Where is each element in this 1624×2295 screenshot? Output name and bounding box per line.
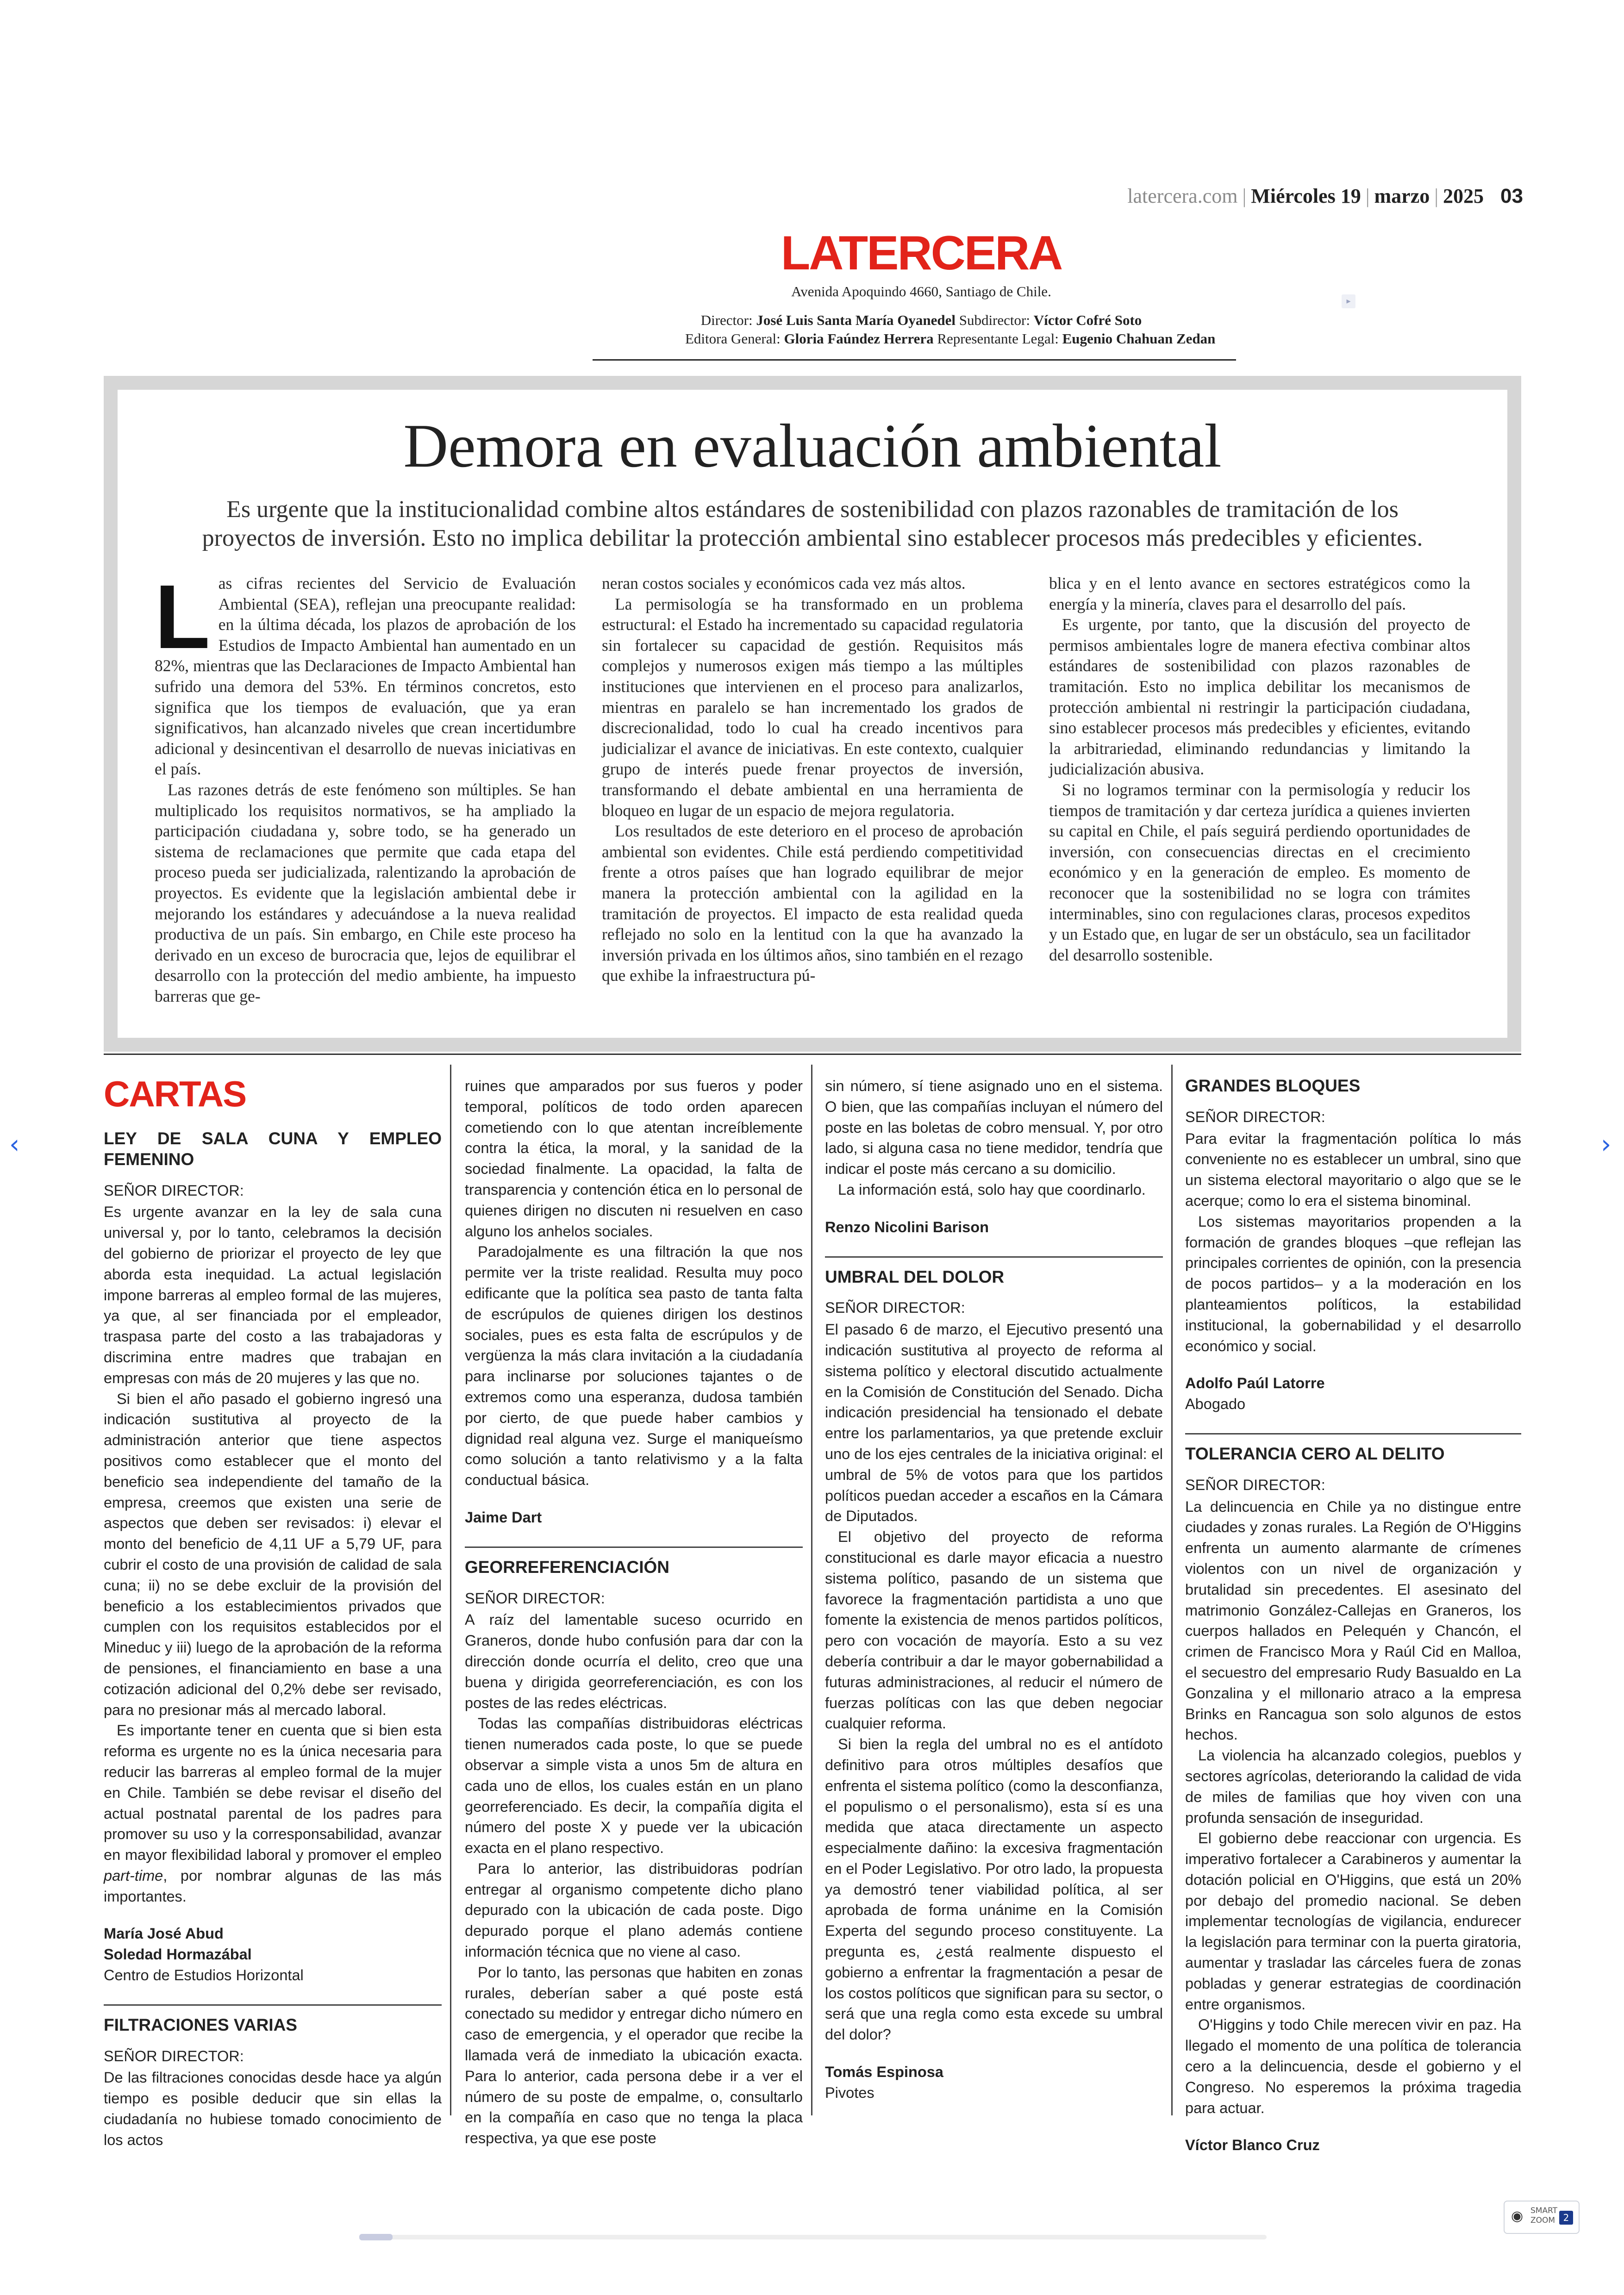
letter-title: FILTRACIONES VARIAS <box>104 2015 297 2034</box>
section-divider <box>104 1054 1521 1055</box>
letters-column-2: ruines que amparados por sus fueros y poder temporal, políticos de todo orden aparecen cometiendo con lo que atentan increíblemente contra la ética, la moral, y la sanidad de la sociedad finalmente. La opacidad, la falta de transparencia y contención ética en lo personal de quienes dirigen no discuten ni resuelven en caso alguno los anhelos sociales. Paradojalmente es una filtración la que nos permite ver la triste realidad. Resulta muy poco edificante que la política sea pasto de tanta falta de escrúpulos de quienes dirigen los destinos sociales, pues es esta falta de escrúpulos y de vergüenza la más clara invitación a la ciudadanía para inclinarse por soluciones tajantes o de extremos como una esperanza, dudosa también por cierto, de que puede haber cambios y dignidad real alguna vez. Surge el maniqueísmo como solución a tanto relativismo y a la falta conductual básica. Jaime Dart GEORREFERENCIACIÓN SEÑOR DIRECTOR: A raíz del lamentable suceso ocurrido en Graneros, donde hubo confusión para dar con la dirección donde ocurría el delito, creo que una buena y dirigida georreferenciación, es con los postes de las redes eléctricas. Todas las compañías distribuidoras eléctricas tienen numerados cada poste, lo que se puede observar a simple vista a unos 5m de altura en cada uno de ellos, los cuales están en un plano georreferenciado. Es decir, la compañía digita el número del poste X y puede ver la ubicación exacta en el plano respectivo. Para lo anterior, las distribuidoras podrían entregar al organismo competente dicho plano depurado con la ubicación de cada poste. Digo depurado porque el plano además contiene información técnica que no viene al caso. Por lo tanto, las personas que habiten en zonas rurales, deberían saber a qué poste está conectado su medidor y entregar dicho número en caso de emergencia, y el operador que recibe la llamada verá de inmediato la ubicación exacta. Para lo anterior, cada persona debe ir a ver el número de su poste de empalme, o, consultarlo en la compañía en caso que no tenga la placa respectiva, ya que ese poste <box>465 1078 803 2147</box>
subdirector-name: Víctor Cofré Soto <box>1033 312 1142 328</box>
letter-divider <box>104 2004 442 2006</box>
letter-salutation: SEÑOR DIRECTOR: <box>1185 1476 1325 1493</box>
zoom-level-badge: 2 <box>1559 2211 1573 2225</box>
letter-affiliation: Centro de Estudios Horizontal <box>104 1967 304 1984</box>
page-scroll-thumb[interactable] <box>359 2234 393 2240</box>
newspaper-logo: LATERCERA <box>781 226 1062 280</box>
date-weekday: Miércoles 19 <box>1251 185 1361 207</box>
letters-column-1: LEY DE SALA CUNA Y EMPLEO FEMENINO SEÑOR DIRECTOR: Es urgente avanzar en la ley de sala cuna universal y, por lo tanto, celebramos la decisión del gobierno de priorizar el proyecto de ley que aborda esta inequidad. La actual legislación impone barreras al empleo formal de las mujeres, ya que, al ser financiada por el empleador, traspasa parte del costo a las trabajadoras y discrimina entre madres que trabajan en empresas con más de 20 mujeres y las que no. Si bien el año pasado el gobierno ingresó una indicación sustitutiva al proyecto de la administración anterior que tiene aspectos positivos como establecer que el monto del beneficio sea independiente del tamaño de la empresa, creemos que existen una serie de aspectos que deben ser revisados: i) elevar el monto del beneficio de 4,11 UF a 5,79 UF, para cubrir el costo de una provisión de calidad de sala cuna; ii) no se debe excluir de la provisión del beneficio a los establecimientos privados que cumplen con los requisitos establecidos por el Mineduc y iii) luego de la aprobación de la reforma de pensiones, el financiamiento en base a una cotización adicional del 0,2% debe ser revisado, para no presionar más al mercado laboral. Es importante tener en cuenta que si bien esta reforma es urgente no es la única necesaria para reducir las barreras al empleo formal de la mujer en Chile. También se debe revisar el diseño del actual postnatal parental de los padres para promover su uso y la corresponsabilidad, avanzar en mayor flexibilidad laboral y promover el empleo part-time, por nombrar algunas de las más importantes. María José Abud Soledad Hormazábal Centro de Estudios Horizontal FILTRACIONES VARIAS SEÑOR DIRECTOR: De las filtraciones conocidas desde hace ya algún tiempo es posible deducir que sin ellas la ciudadanía no hubiese tomado conocimiento de los actos <box>104 1129 442 2148</box>
page-header-bar: latercera.com | Miércoles 19 | marzo | 2025 03 <box>1127 185 1523 207</box>
ad-marker-icon[interactable]: ▸ <box>1342 294 1355 308</box>
letter-signature: Víctor Blanco Cruz <box>1185 2137 1320 2154</box>
page-number: 03 <box>1500 185 1523 207</box>
masthead <box>685 226 1216 348</box>
next-page-arrow-icon[interactable]: › <box>1601 1129 1612 1160</box>
letter-salutation: SEÑOR DIRECTOR: <box>825 1299 965 1316</box>
smart-zoom-button[interactable] <box>1504 2201 1580 2234</box>
editorial-column-1: Las cifras recientes del Servicio de Evaluación Ambiental (SEA), reflejan una preocupante realidad: en la última década, los plazos de aprobación de los Estudios de Impacto Ambiental han aumentado en un 82%, mientras que las Declaraciones de Impacto Ambiental han sufrido una demora del 53%. En términos concretos, esto significa que los tiempos de evaluación, que ya eran significativos, han alcanzado niveles que crean incertidumbre adicional y desincentivan el desarrollo de nuevas iniciativas en el país. Las razones detrás de este fenómeno son múltiples. Se han multiplicado los requisitos normativos, se ha ampliado la participación ciudadana y, sobre todo, se ha generado un sistema de reclamaciones que permite que cada etapa del proceso pueda ser judicializada, ralentizando la aprobación de proyectos. Es evidente que la legislación ambiental debe ir mejorando los estándares y adecuándose a la nueva realidad productiva de un país. Sin embargo, en Chile este proceso ha derivado en un exceso de burocracia que, lejos de equilibrar el desarrollo con la protección del medio ambiente, ha impuesto barreras que ge- <box>155 566 576 1005</box>
drop-cap: L <box>155 566 210 667</box>
letter-signature: Soledad Hormazábal <box>104 1946 252 1963</box>
prev-page-arrow-icon[interactable]: ‹ <box>9 1129 20 1160</box>
letters-column-4: GRANDES BLOQUES SEÑOR DIRECTOR: Para evitar la fragmentación política lo más conveniente no es establecer un umbral, sino que un sistema electoral mayoritario o algo que se le acerque; como lo era el sistema binominal. Los sistemas mayoritarios propenden a la formación de grandes bloques –que reflejan las principales corrientes de opinión, con la presencia de pocos partidos– y a la moderación en los planteamientos políticos, la estabilidad institucional, la gobernabilidad y el desarrollo económico y social. Adolfo Paúl Latorre Abogado TOLERANCIA CERO AL DELITO SEÑOR DIRECTOR: La delincuencia en Chile ya no distingue entre ciudades y zonas rurales. La Región de O'Higgins enfrenta un aumento alarmante de crímenes violentos con un nivel de organización y brutalidad sin precedentes. El asesinato del matrimonio González-Callejas en Graneros, los cuerpos hallados en Pelequén y Chancón, el crimen de Francisco Mora y Raúl Cid en Malloa, el secuestro del empresario Rudy Basualdo en La Gonzalina y el millonario atraco a la empresa Brinks en Rancagua son solo algunos de estos hechos. La violencia ha alcanzado colegios, pueblos y sectores agrícolas, deteriorando la calidad de vida de miles de familias que hoy viven con una profunda sensación de inseguridad. El gobierno debe reaccionar con urgencia. Es imperativo fortalecer a Carabineros y aumentar la dotación policial en O'Higgins, que está un 20% por debajo del promedio nacional. Se deben implementar tecnologías de vigilancia, endurecer la legislación para terminar con la puerta giratoria, aumentar y trasladar las cárceles fuera de zonas pobladas y generar estrategias de coordinación entre organismos. O'Higgins y todo Chile merecen vivir en paz. Ha llegado el momento de una política de tolerancia cero a la delincuencia, desde el gobierno y el Congreso. No esperemos la próxima tragedia para actuar. Víctor Blanco Cruz <box>1185 1066 1521 2156</box>
letter-signature: Adolfo Paúl Latorre <box>1185 1375 1325 1392</box>
letter-signature: María José Abud <box>104 1925 224 1942</box>
masthead-address: Avenida Apoquindo 4660, Santiago de Chile. <box>791 283 1051 299</box>
letter-title: UMBRAL DEL DOLOR <box>825 1267 1005 1286</box>
smart-zoom-label: SMART ZOOM <box>1530 2206 1558 2225</box>
column-rule <box>811 1065 812 2115</box>
letters-section-title: CARTAS <box>104 1073 246 1114</box>
masthead-divider <box>593 359 1236 361</box>
column-rule <box>450 1065 451 2115</box>
page-scroll-track[interactable] <box>359 2235 1267 2239</box>
editora-name: Gloria Faúndez Herrera <box>784 331 934 347</box>
letters-column-3: sin número, sí tiene asignado uno en el sistema. O bien, que las compañías incluyan el número del poste en las boletas de cobro mensual. Y, por otro lado, si alguna casa no tiene medidor, tendría que indicar el poste más cercano a su domicilio. La información está, solo hay que coordinarlo. Renzo Nicolini Barison UMBRAL DEL DOLOR SEÑOR DIRECTOR: El pasado 6 de marzo, el Ejecutivo presentó una indicación sustitutiva al proyecto de reforma al sistema político y electoral discutido actualmente en la Comisión de Constitución del Senado. Dicha indicación presidencial ha tensionado el debate entre los parlamentarios, ya que pretende excluir uno de los ejes centrales de la iniciativa original: el umbral de 5% de votos para que los partidos políticos puedan acceder a escaños en la Cámara de Diputados. El objetivo del proyecto de reforma constitucional es darle mayor eficacia a nuestro sistema político, pasando de un sistema que favorece la fragmentación partidista a uno que fomente la existencia de menos partidos políticos, pero con vocación de mayoría. Esto a su vez debería contribuir a dar le mayor gobernabilidad a futuras administraciones, al reducir el número de fuerzas políticas con las que deben negociar cualquier reforma. Si bien la regla del umbral no es el antídoto definitivo para otros múltiples desafíos que enfrenta el sistema político (como la desconfianza, el populismo o el personalismo), esta sí es una medida que ataca directamente un aspecto especialmente dañino: la excesiva fragmentación en el Poder Legislativo. Por otro lado, la propuesta ya demostró tener viabilidad política, al ser aprobada de forma unánime en la Comisión Experta del segundo proceso constituyente. La pregunta es, ¿está realmente dispuesto el gobierno a enfrentar la fragmentación a pesar de los costos políticos que significan para su sector, o será que una regla como esta excede su umbral del dolor? Tomás Espinosa Pivotes <box>825 1076 1163 2103</box>
letter-salutation: SEÑOR DIRECTOR: <box>104 1182 244 1199</box>
editorial-title: Demora en evaluación ambiental <box>403 412 1222 480</box>
masthead-credits-1: Director: José Luis Santa María Oyanedel Subdirector: Víctor Cofré Soto <box>700 312 1142 328</box>
letter-affiliation: Pivotes <box>825 2084 874 2101</box>
eye-icon: ◉ <box>1511 2208 1524 2224</box>
rep-name: Eugenio Chahuan Zedan <box>1062 331 1216 347</box>
editorial-column-2: neran costos sociales y económicos cada vez más altos. La permisología se ha transformado en un problema estructural: el Estado ha incrementado su capacidad regulatoria sin fortalecer su capacidad de gestión. Requisitos más complejos y numerosos exigen más tiempo a las múltiples instituciones que intervienen en el proceso para analizarlos, mientras en paralelo se han incrementado los grados de discrecionalidad, todo lo cual ha creado incentivos para judicializar el avance de iniciativas. En este contexto, cualquier grupo de interés puede frenar proyectos de inversión, transformando el debate ambiental en una herramienta de bloqueo en lugar de un espacio de mejora regulatoria. Los resultados de este deterioro en el proceso de aprobación ambiental son evidentes. Chile está perdiendo competitividad frente a otros países que han logrado equilibrar de mejor manera la protección ambiental con la agilidad en la tramitación de proyectos. El impacto de esta realidad queda reflejado no solo en la lentitud con la que ha avanzado la inversión privada en los últimos años, sino también en el rezago que exhibe la infraestructura pú- <box>602 574 1023 985</box>
letter-signature: Jaime Dart <box>465 1509 542 1526</box>
letter-salutation: SEÑOR DIRECTOR: <box>1185 1108 1325 1125</box>
letter-divider <box>1185 1433 1521 1434</box>
letter-divider <box>465 1547 803 1548</box>
editorial-column-3: blica y en el lento avance en sectores estratégicos como la energía y la minería, claves para el desarrollo del país. Es urgente, por tanto, que la discusión del proyecto de permisos ambientales logre de manera efectiva combinar altos estándares de sostenibilidad con plazos razonables de tramitación. Esto no implica debilitar los mecanismos de protección ambiental ni restringir la participación ciudadana, sino establecer procesos más predecibles y eficientes, evitando la arbitrariedad, eliminando redundancias y limitando la judicialización abusiva. Si no logramos terminar con la permisología y reducir los tiempos de tramitación y dar certeza jurídica a quienes invierten su capital en Chile, el país seguirá perdiendo oportunidades de inversión, con consecuencias directas en el crecimiento económico y en la generación de empleo. Es momento de reconocer que la sostenibilidad no se logra con trámites interminables, sino con regulaciones claras, procesos expeditos y un Estado que, en lugar de ser un obstáculo, sea un facilitador del desarrollo sostenible. <box>1049 574 1470 964</box>
letter-signature: Tomás Espinosa <box>825 2064 943 2081</box>
letter-affiliation: Abogado <box>1185 1396 1246 1413</box>
letter-salutation: SEÑOR DIRECTOR: <box>465 1590 605 1607</box>
director-name: José Luis Santa María Oyanedel <box>756 312 956 328</box>
date-year: 2025 <box>1443 185 1484 207</box>
masthead-credits-2: Editora General: Gloria Faúndez Herrera Representante Legal: Eugenio Chahuan Zedan <box>685 331 1216 347</box>
editorial-lead: Es urgente que la institucionalidad combine altos estándares de sostenibilidad con plazos razonables de tramitación de los proyectos de inversión. Esto no implica debilitar la protección ambiental sino establecer procesos más predecibles y eficientes. <box>202 496 1423 551</box>
letter-divider <box>825 1256 1163 1258</box>
letter-title: GEORREFERENCIACIÓN <box>465 1557 669 1577</box>
letter-signature: Renzo Nicolini Barison <box>825 1218 989 1235</box>
letter-title: LEY DE SALA CUNA Y EMPLEO FEMENINO <box>104 1129 442 1169</box>
letter-title: GRANDES BLOQUES <box>1185 1076 1361 1095</box>
column-rule <box>1171 1065 1173 2115</box>
letter-salutation: SEÑOR DIRECTOR: <box>104 2047 244 2064</box>
letter-title: TOLERANCIA CERO AL DELITO <box>1185 1444 1445 1463</box>
site-url[interactable]: latercera.com <box>1127 185 1238 207</box>
date-month: marzo <box>1374 185 1430 207</box>
